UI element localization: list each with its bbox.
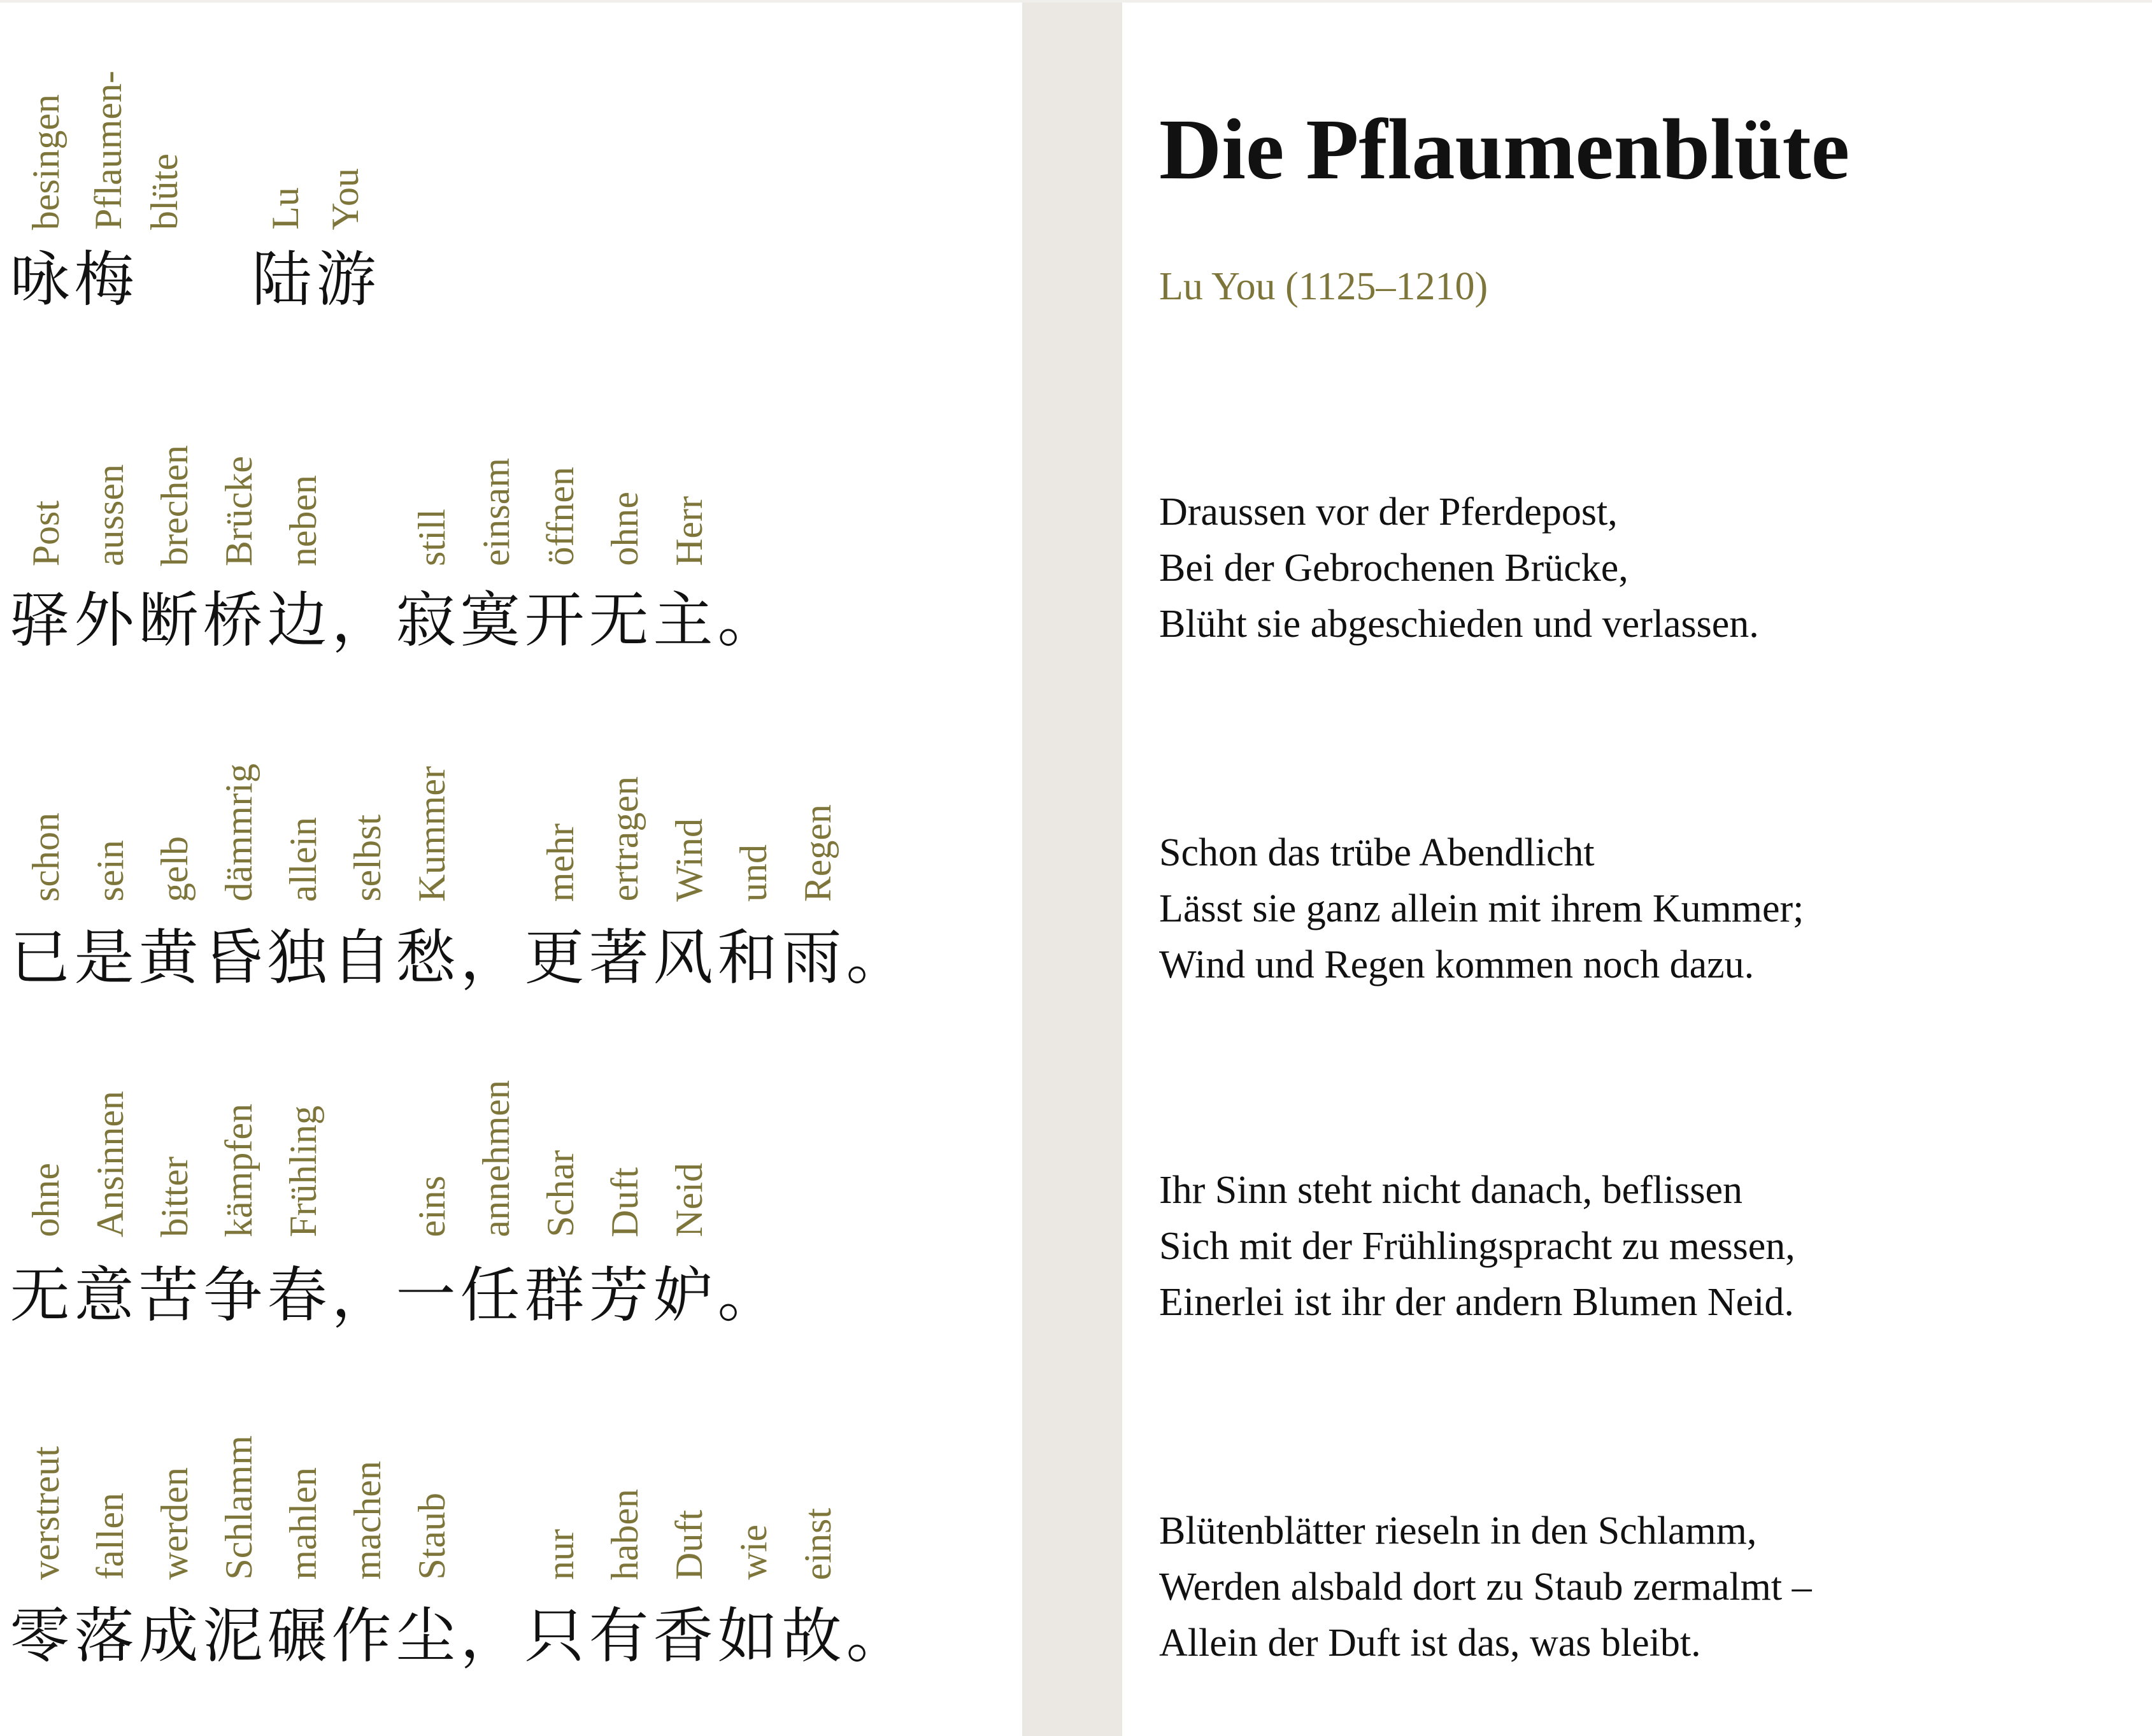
chinese-char: 昏 bbox=[203, 923, 263, 993]
chinese-char: 香 bbox=[653, 1602, 713, 1671]
chinese-char: 落 bbox=[74, 1602, 134, 1671]
gloss-text: Lu bbox=[264, 187, 306, 230]
chinese-char: 驿 bbox=[10, 586, 70, 655]
chinese-char: 有 bbox=[588, 1602, 649, 1671]
gloss-text: aussen bbox=[89, 464, 131, 566]
gloss-text: sein bbox=[89, 840, 131, 902]
stanza-line: Wind und Regen kommen noch dazu. bbox=[1159, 943, 1755, 986]
gloss-text: wie bbox=[732, 1525, 774, 1580]
stanza-line: Bei der Gebrochenen Brücke, bbox=[1159, 546, 1628, 590]
top-edge bbox=[0, 0, 2152, 3]
stanza-line: Draussen vor der Pferdepost, bbox=[1159, 490, 1618, 534]
gloss-word bbox=[282, 1467, 324, 1580]
gloss-word bbox=[264, 187, 306, 230]
gloss-word bbox=[143, 153, 185, 230]
chinese-line bbox=[0, 586, 1019, 656]
gloss-text: Schar bbox=[539, 1150, 581, 1237]
chinese-char: 故 bbox=[781, 1602, 842, 1671]
stanza-line: Allein der Duft ist das, was bleibt. bbox=[1159, 1621, 1701, 1665]
chinese-char: 春 bbox=[267, 1261, 327, 1330]
gloss-text: Duft bbox=[668, 1510, 710, 1580]
gloss-text: gelb bbox=[153, 836, 196, 902]
chinese-char: 零 bbox=[10, 1602, 70, 1671]
gloss-text: neben bbox=[282, 474, 324, 566]
gloss-text: ohne bbox=[25, 1163, 67, 1237]
chinese-char: 寞 bbox=[460, 586, 520, 655]
chinese-char: 如 bbox=[717, 1602, 778, 1671]
chinese-char: 自 bbox=[331, 923, 392, 993]
chinese-char: 开 bbox=[524, 586, 585, 655]
chinese-line bbox=[0, 923, 1019, 993]
gloss-word bbox=[153, 836, 196, 902]
chinese-char: 陆 bbox=[252, 245, 312, 315]
chinese-char: 更 bbox=[524, 923, 585, 993]
chinese-char: 。 bbox=[717, 586, 778, 655]
chinese-char: 任 bbox=[460, 1261, 520, 1330]
chinese-char: 桥 bbox=[203, 586, 263, 655]
gloss-text: selbst bbox=[346, 815, 388, 902]
chinese-char: 独 bbox=[267, 923, 327, 993]
gloss-text: Frühling bbox=[282, 1106, 324, 1237]
gloss-text: Staub bbox=[411, 1493, 453, 1580]
chinese-char: 无 bbox=[588, 586, 649, 655]
poem-title: Die Pflaumenblüte bbox=[1159, 102, 1850, 197]
chinese-char: 作 bbox=[331, 1602, 392, 1671]
chinese-char: 一 bbox=[395, 1261, 456, 1330]
stanza-line: Sich mit der Frühlingspracht zu messen, bbox=[1159, 1225, 1795, 1268]
chinese-line bbox=[0, 1602, 1019, 1672]
chinese-char: 断 bbox=[138, 586, 199, 655]
chinese-char: 雨 bbox=[781, 923, 842, 993]
gloss-text: machen bbox=[346, 1461, 388, 1580]
stanza bbox=[1159, 1162, 2114, 1330]
gloss-text: haben bbox=[604, 1488, 646, 1580]
chinese-char: 成 bbox=[138, 1602, 199, 1671]
gloss-text: ohne bbox=[604, 492, 646, 566]
chinese-char: 无 bbox=[10, 1261, 70, 1330]
chinese-line bbox=[0, 1261, 1019, 1331]
chinese-char: 群 bbox=[524, 1261, 585, 1330]
chinese-char: 尘 bbox=[395, 1602, 456, 1671]
chinese-char: 黄 bbox=[138, 923, 199, 993]
gloss-text: Herr bbox=[668, 496, 710, 566]
gloss-text: werden bbox=[153, 1467, 196, 1580]
gloss-word bbox=[346, 1461, 388, 1580]
chinese-char: 已 bbox=[10, 923, 70, 993]
gloss-word bbox=[732, 1525, 774, 1580]
page-gutter bbox=[1022, 0, 1122, 1736]
gloss-word bbox=[668, 1510, 710, 1580]
chinese-char: 外 bbox=[74, 586, 134, 655]
gloss-text: annehmen bbox=[475, 1080, 517, 1237]
gloss-word bbox=[89, 1493, 131, 1580]
stanza-line: Blüht sie abgeschieden und verlassen. bbox=[1159, 602, 1759, 646]
gloss-text: Kummer bbox=[411, 765, 453, 902]
gloss-text: bitter bbox=[153, 1156, 196, 1237]
stanza bbox=[1159, 1503, 2114, 1671]
chinese-char: 意 bbox=[74, 1261, 134, 1330]
chinese-char: ， bbox=[331, 1261, 392, 1330]
gloss-text: Ansinnen bbox=[89, 1091, 131, 1237]
gloss-word bbox=[87, 71, 129, 230]
chinese-char: 风 bbox=[653, 923, 713, 993]
gloss-text: Regen bbox=[797, 804, 839, 902]
chinese-char: 咏 bbox=[10, 245, 70, 315]
chinese-char: ， bbox=[460, 1602, 520, 1671]
poem-author: Lu You (1125–1210) bbox=[1159, 265, 1488, 308]
chinese-char: 泥 bbox=[203, 1602, 263, 1671]
gloss-text: Brücke bbox=[218, 455, 260, 566]
chinese-char: 著 bbox=[588, 923, 649, 993]
chinese-char: 只 bbox=[524, 1602, 585, 1671]
gloss-word bbox=[668, 818, 710, 902]
gloss-text: Schlamm bbox=[218, 1435, 260, 1580]
gloss-text: öffnen bbox=[539, 467, 581, 566]
gloss-text: allein bbox=[282, 816, 324, 902]
gloss-word bbox=[539, 823, 581, 902]
gloss-text: Duft bbox=[604, 1167, 646, 1237]
chinese-char: 主 bbox=[653, 586, 713, 655]
gloss-word bbox=[539, 1529, 581, 1580]
gloss-text: Wind bbox=[668, 818, 710, 902]
gloss-text: schon bbox=[25, 813, 67, 902]
chinese-char: 愁 bbox=[395, 923, 456, 993]
gloss-word bbox=[346, 815, 388, 902]
gloss-text: dämmrig bbox=[218, 764, 260, 902]
chinese-char: 妒 bbox=[653, 1261, 713, 1330]
gloss-text: blüte bbox=[143, 153, 185, 230]
chinese-char: 边 bbox=[267, 586, 327, 655]
chinese-char: 苦 bbox=[138, 1261, 199, 1330]
chinese-char: 。 bbox=[717, 1261, 778, 1330]
chinese-char: 。 bbox=[846, 923, 906, 993]
gloss-word bbox=[732, 844, 774, 902]
chinese-char: 寂 bbox=[395, 586, 456, 655]
gloss-word bbox=[324, 167, 366, 230]
gloss-text: eins bbox=[411, 1176, 453, 1237]
stanza-line: Blütenblätter rieseln in den Schlamm, bbox=[1159, 1509, 1757, 1553]
chinese-char: 碾 bbox=[267, 1602, 327, 1671]
gloss-text: fallen bbox=[89, 1493, 131, 1580]
gloss-text: kämpfen bbox=[218, 1104, 260, 1237]
gloss-text: Neid bbox=[668, 1163, 710, 1237]
gloss-text: einst bbox=[797, 1507, 839, 1580]
gloss-text: besingen bbox=[25, 94, 67, 230]
stanza bbox=[1159, 825, 2114, 993]
gloss-text: nur bbox=[539, 1529, 581, 1580]
gloss-text: und bbox=[732, 844, 774, 902]
gloss-text: einsam bbox=[475, 458, 517, 566]
chinese-char: 梅 bbox=[74, 245, 134, 315]
gloss-text: brechen bbox=[153, 445, 196, 566]
chinese-char: 游 bbox=[316, 245, 376, 315]
gloss-text: Pflaumen- bbox=[87, 71, 129, 230]
chinese-char: 和 bbox=[717, 923, 778, 993]
gloss-word bbox=[89, 840, 131, 902]
stanza-line: Ihr Sinn steht nicht danach, beflissen bbox=[1159, 1169, 1743, 1212]
gloss-text: ertragen bbox=[604, 776, 646, 902]
stanza-line: Lässt sie ganz allein mit ihrem Kummer; bbox=[1159, 887, 1804, 930]
stanza-line: Schon das trübe Abendlicht bbox=[1159, 831, 1595, 874]
gloss-word bbox=[153, 1467, 196, 1580]
gloss-text: Post bbox=[25, 500, 67, 566]
stanza-line: Werden alsbald dort zu Staub zermalmt – bbox=[1159, 1565, 1812, 1609]
gloss-text: mahlen bbox=[282, 1467, 324, 1580]
chinese-title bbox=[0, 245, 1019, 315]
chinese-char: 争 bbox=[203, 1261, 263, 1330]
chinese-char: ， bbox=[331, 586, 392, 655]
gloss-text: verstreut bbox=[25, 1446, 67, 1580]
chinese-char: 芳 bbox=[588, 1261, 649, 1330]
gloss-word bbox=[282, 816, 324, 902]
stanza bbox=[1159, 484, 2114, 652]
chinese-char: ， bbox=[460, 923, 520, 993]
gloss-text: You bbox=[324, 167, 366, 230]
gloss-text: still bbox=[411, 508, 453, 566]
stanza-line: Einerlei ist ihr der andern Blumen Neid. bbox=[1159, 1281, 1794, 1324]
chinese-char: 是 bbox=[74, 923, 134, 993]
gloss-text: mehr bbox=[539, 823, 581, 902]
chinese-char: 。 bbox=[846, 1602, 906, 1671]
